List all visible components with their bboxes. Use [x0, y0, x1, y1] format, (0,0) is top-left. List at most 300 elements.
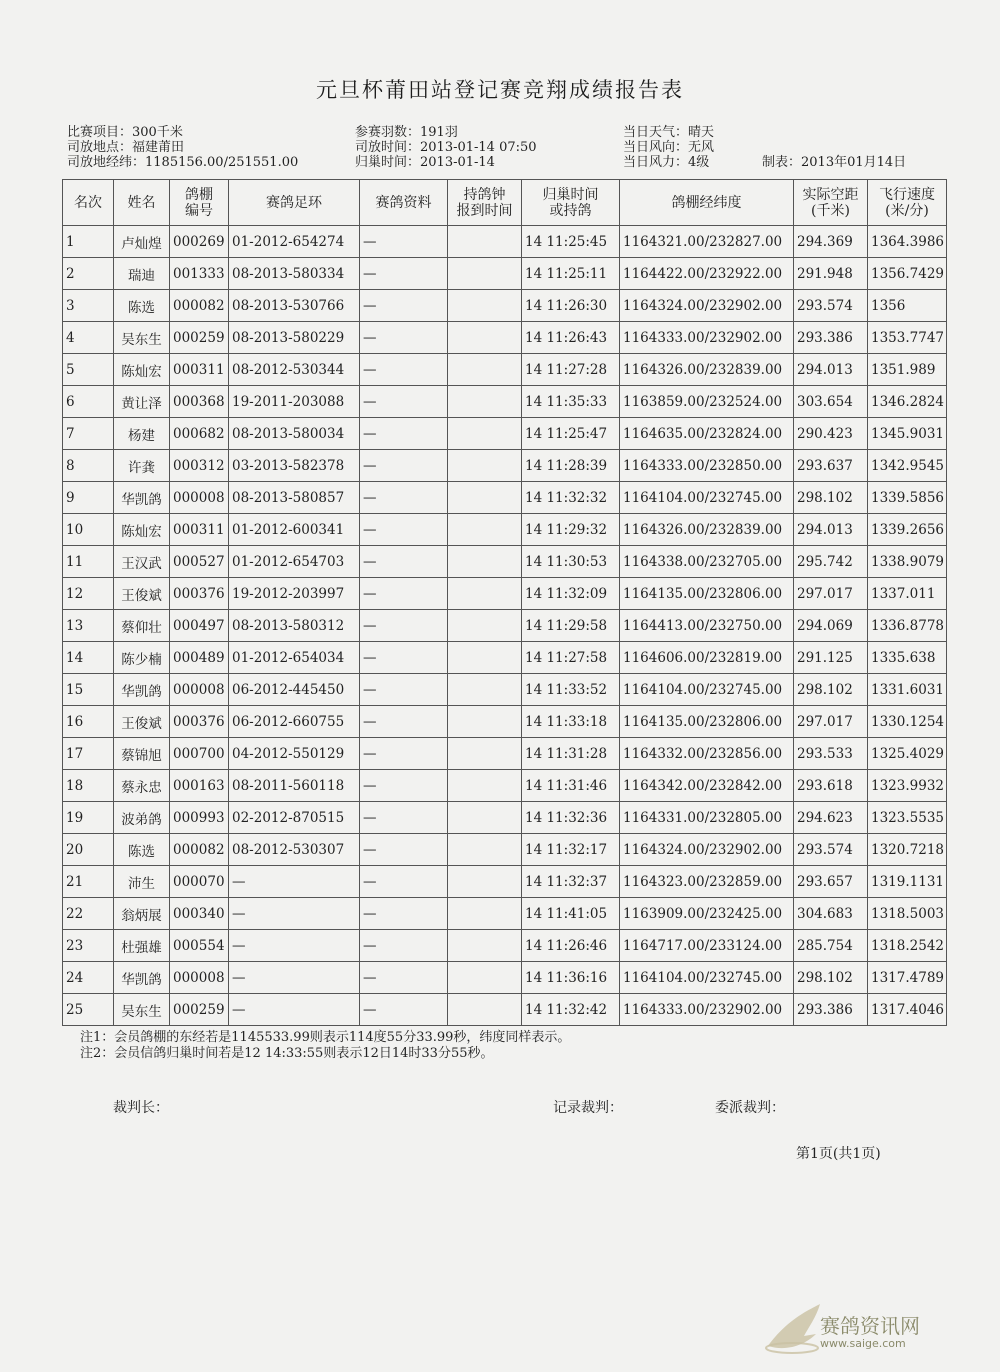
cell-name: 陈少楠 — [114, 642, 170, 674]
cell-ring: — — [229, 866, 360, 898]
cell-name: 翁炳展 — [114, 898, 170, 930]
table-row — [63, 450, 947, 482]
cell-ring: 01-2012-654034 — [229, 642, 360, 674]
cell-name: 杜强雄 — [114, 930, 170, 962]
table-row — [63, 290, 947, 322]
cell-rank: 4 — [63, 322, 114, 354]
cell-rank: 5 — [63, 354, 114, 386]
cell-return-time: 14 11:30:53 — [522, 546, 620, 578]
cell-name: 黄让泽 — [114, 386, 170, 418]
table-row — [63, 642, 947, 674]
cell-rank: 16 — [63, 706, 114, 738]
cell-return-time: 14 11:32:17 — [522, 834, 620, 866]
cell-distance: 293.386 — [794, 322, 868, 354]
cell-rank: 15 — [63, 674, 114, 706]
cell-name: 陈灿宏 — [114, 354, 170, 386]
cell-distance: 298.102 — [794, 674, 868, 706]
cell-rank: 21 — [63, 866, 114, 898]
cell-coordinates: 1164338.00/232705.00 — [620, 546, 794, 578]
cell-clock-time — [448, 226, 522, 258]
cell-info: — — [360, 418, 448, 450]
table-row — [63, 386, 947, 418]
cell-return-time: 14 11:36:16 — [522, 962, 620, 994]
cell-ring: 06-2012-445450 — [229, 674, 360, 706]
table-row — [63, 706, 947, 738]
cell-name: 陈选 — [114, 290, 170, 322]
cell-rank: 3 — [63, 290, 114, 322]
cell-clock-time — [448, 610, 522, 642]
cell-rank: 8 — [63, 450, 114, 482]
cell-ring: 19-2012-203997 — [229, 578, 360, 610]
cell-speed: 1338.9079 — [868, 546, 947, 578]
cell-ring: — — [229, 962, 360, 994]
cell-info: — — [360, 962, 448, 994]
table-row — [63, 546, 947, 578]
cell-return-time: 14 11:25:11 — [522, 258, 620, 290]
cell-clock-time — [448, 834, 522, 866]
cell-ring: 01-2012-654703 — [229, 546, 360, 578]
cell-coordinates: 1164333.00/232902.00 — [620, 322, 794, 354]
cell-coordinates: 1164323.00/232859.00 — [620, 866, 794, 898]
cell-speed: 1323.5535 — [868, 802, 947, 834]
cell-distance: 285.754 — [794, 930, 868, 962]
cell-loft-id: 000993 — [170, 802, 229, 834]
cell-rank: 2 — [63, 258, 114, 290]
cell-loft-id: 000376 — [170, 706, 229, 738]
race-distance: 比赛项目：300千米 — [67, 125, 183, 140]
cell-return-time: 14 11:32:36 — [522, 802, 620, 834]
cell-clock-time — [448, 354, 522, 386]
cell-info: — — [360, 866, 448, 898]
table-row — [63, 930, 947, 962]
cell-speed: 1339.5856 — [868, 482, 947, 514]
cell-speed: 1342.9545 — [868, 450, 947, 482]
cell-info: — — [360, 578, 448, 610]
cell-distance: 294.069 — [794, 610, 868, 642]
table-row — [63, 866, 947, 898]
cell-rank: 24 — [63, 962, 114, 994]
cell-coordinates: 1164135.00/232806.00 — [620, 706, 794, 738]
cell-name: 许龚 — [114, 450, 170, 482]
header-distance: 实际空距 (千米) — [794, 180, 868, 226]
release-coordinates: 司放地经纬：1185156.00/251551.00 — [67, 155, 299, 170]
cell-coordinates: 1164717.00/233124.00 — [620, 930, 794, 962]
header-clock-time: 持鸽钟 报到时间 — [448, 180, 522, 226]
cell-ring: 06-2012-660755 — [229, 706, 360, 738]
cell-rank: 20 — [63, 834, 114, 866]
cell-loft-id: 000554 — [170, 930, 229, 962]
header-coordinates: 鸽棚经纬度 — [620, 180, 794, 226]
cell-name: 王俊斌 — [114, 706, 170, 738]
cell-distance: 294.013 — [794, 514, 868, 546]
cell-speed: 1336.8778 — [868, 610, 947, 642]
cell-clock-time — [448, 802, 522, 834]
cell-info: — — [360, 642, 448, 674]
cell-ring: 08-2012-530344 — [229, 354, 360, 386]
cell-name: 华凯鸽 — [114, 482, 170, 514]
cell-info: — — [360, 738, 448, 770]
table-row — [63, 738, 947, 770]
cell-info: — — [360, 706, 448, 738]
cell-clock-time — [448, 706, 522, 738]
cell-name: 卢灿煌 — [114, 226, 170, 258]
cell-ring: — — [229, 930, 360, 962]
header-ring: 赛鸽足环 — [229, 180, 360, 226]
cell-coordinates: 1164606.00/232819.00 — [620, 642, 794, 674]
cell-return-time: 14 11:25:45 — [522, 226, 620, 258]
cell-return-time: 14 11:31:28 — [522, 738, 620, 770]
cell-coordinates: 1164333.00/232850.00 — [620, 450, 794, 482]
cell-info: — — [360, 930, 448, 962]
cell-coordinates: 1164104.00/232745.00 — [620, 962, 794, 994]
cell-loft-id: 000008 — [170, 962, 229, 994]
cell-ring: — — [229, 898, 360, 930]
weather: 当日天气：晴天 — [623, 125, 715, 140]
cell-info: — — [360, 322, 448, 354]
cell-coordinates: 1164135.00/232806.00 — [620, 578, 794, 610]
cell-loft-id: 000311 — [170, 514, 229, 546]
cell-info: — — [360, 290, 448, 322]
cell-distance: 293.574 — [794, 290, 868, 322]
cell-loft-id: 000489 — [170, 642, 229, 674]
chief-judge-label: 裁判长： — [113, 1100, 169, 1116]
cell-info: — — [360, 386, 448, 418]
cell-speed: 1317.4046 — [868, 994, 947, 1026]
table-row — [63, 834, 947, 866]
cell-rank: 6 — [63, 386, 114, 418]
cell-ring: 08-2013-580229 — [229, 322, 360, 354]
cell-speed: 1325.4029 — [868, 738, 947, 770]
cell-loft-id: 000311 — [170, 354, 229, 386]
cell-clock-time — [448, 418, 522, 450]
cell-rank: 12 — [63, 578, 114, 610]
cell-clock-time — [448, 290, 522, 322]
cell-loft-id: 000497 — [170, 610, 229, 642]
cell-info: — — [360, 802, 448, 834]
cell-return-time: 14 11:29:32 — [522, 514, 620, 546]
table-row — [63, 258, 947, 290]
cell-name: 吴东生 — [114, 322, 170, 354]
cell-clock-time — [448, 546, 522, 578]
cell-distance: 304.683 — [794, 898, 868, 930]
cell-speed: 1320.7218 — [868, 834, 947, 866]
cell-speed: 1345.9031 — [868, 418, 947, 450]
cell-speed: 1318.5003 — [868, 898, 947, 930]
cell-name: 蔡锦旭 — [114, 738, 170, 770]
cell-name: 王俊斌 — [114, 578, 170, 610]
cell-ring: 08-2013-580312 — [229, 610, 360, 642]
cell-speed: 1318.2542 — [868, 930, 947, 962]
cell-info: — — [360, 514, 448, 546]
cell-return-time: 14 11:26:30 — [522, 290, 620, 322]
cell-name: 吴东生 — [114, 994, 170, 1026]
cell-info: — — [360, 450, 448, 482]
table-row — [63, 898, 947, 930]
header-loft-id: 鸽棚 编号 — [170, 180, 229, 226]
cell-info: — — [360, 770, 448, 802]
cell-rank: 22 — [63, 898, 114, 930]
cell-name: 陈灿宏 — [114, 514, 170, 546]
cell-loft-id: 000269 — [170, 226, 229, 258]
cell-coordinates: 1164324.00/232902.00 — [620, 834, 794, 866]
cell-rank: 7 — [63, 418, 114, 450]
cell-info: — — [360, 834, 448, 866]
cell-ring: 08-2011-560118 — [229, 770, 360, 802]
cell-clock-time — [448, 514, 522, 546]
cell-rank: 23 — [63, 930, 114, 962]
cell-distance: 291.125 — [794, 642, 868, 674]
info-column-2 — [355, 125, 537, 170]
return-time: 归巢时间：2013-01-14 — [355, 155, 495, 170]
cell-distance: 293.618 — [794, 770, 868, 802]
page-number: 第1页(共1页) — [796, 1146, 881, 1162]
cell-clock-time — [448, 770, 522, 802]
cell-clock-time — [448, 738, 522, 770]
note-1: 注1：会员鸽棚的东经若是1145533.99则表示114度55分33.99秒，纬度同样表示。 — [80, 1030, 571, 1045]
cell-name: 瑞迪 — [114, 258, 170, 290]
table-row — [63, 962, 947, 994]
cell-coordinates: 1163859.00/232524.00 — [620, 386, 794, 418]
cell-clock-time — [448, 642, 522, 674]
cell-name: 波弟鸽 — [114, 802, 170, 834]
cell-rank: 17 — [63, 738, 114, 770]
cell-ring: 08-2013-580334 — [229, 258, 360, 290]
cell-return-time: 14 11:33:52 — [522, 674, 620, 706]
cell-rank: 10 — [63, 514, 114, 546]
cell-speed: 1330.1254 — [868, 706, 947, 738]
cell-speed: 1356.7429 — [868, 258, 947, 290]
cell-clock-time — [448, 450, 522, 482]
cell-rank: 25 — [63, 994, 114, 1026]
cell-loft-id: 000312 — [170, 450, 229, 482]
cell-loft-id: 000082 — [170, 290, 229, 322]
cell-info: — — [360, 610, 448, 642]
delegate-judge-label: 委派裁判： — [715, 1100, 785, 1116]
cell-coordinates: 1163909.00/232425.00 — [620, 898, 794, 930]
cell-coordinates: 1164326.00/232839.00 — [620, 354, 794, 386]
release-location: 司放地点：福建莆田 — [67, 140, 185, 155]
table-row — [63, 994, 947, 1026]
cell-name: 华凯鸽 — [114, 962, 170, 994]
header-name: 姓名 — [114, 180, 170, 226]
cell-loft-id: 001333 — [170, 258, 229, 290]
cell-rank: 18 — [63, 770, 114, 802]
cell-name: 王汉武 — [114, 546, 170, 578]
cell-clock-time — [448, 898, 522, 930]
cell-name: 沛生 — [114, 866, 170, 898]
cell-info: — — [360, 482, 448, 514]
cell-loft-id: 000527 — [170, 546, 229, 578]
cell-loft-id: 000070 — [170, 866, 229, 898]
report-title: 元旦杯莆田站登记赛竞翔成绩报告表 — [316, 78, 684, 102]
release-time: 司放时间：2013-01-14 07:50 — [355, 140, 537, 155]
cell-ring: 04-2012-550129 — [229, 738, 360, 770]
cell-loft-id: 000008 — [170, 674, 229, 706]
cell-name: 华凯鸽 — [114, 674, 170, 706]
cell-loft-id: 000082 — [170, 834, 229, 866]
cell-return-time: 14 11:32:32 — [522, 482, 620, 514]
header-speed: 飞行速度 (米/分) — [868, 180, 947, 226]
cell-info: — — [360, 226, 448, 258]
cell-rank: 13 — [63, 610, 114, 642]
cell-info: — — [360, 546, 448, 578]
cell-return-time: 14 11:32:09 — [522, 578, 620, 610]
cell-info: — — [360, 258, 448, 290]
cell-return-time: 14 11:33:18 — [522, 706, 620, 738]
table-row — [63, 354, 947, 386]
table-row — [63, 802, 947, 834]
cell-return-time: 14 11:26:43 — [522, 322, 620, 354]
cell-loft-id: 000682 — [170, 418, 229, 450]
cell-clock-time — [448, 994, 522, 1026]
cell-loft-id: 000340 — [170, 898, 229, 930]
watermark-name: 赛鸽资讯网 — [820, 1314, 920, 1338]
table-row — [63, 514, 947, 546]
cell-speed: 1356 — [868, 290, 947, 322]
cell-ring: 08-2013-580034 — [229, 418, 360, 450]
cell-info: — — [360, 674, 448, 706]
header-return-time: 归巢时间 或持鸽 — [522, 180, 620, 226]
cell-coordinates: 1164422.00/232922.00 — [620, 258, 794, 290]
cell-distance: 297.017 — [794, 578, 868, 610]
cell-name: 杨建 — [114, 418, 170, 450]
cell-return-time: 14 11:32:37 — [522, 866, 620, 898]
cell-name: 蔡永忠 — [114, 770, 170, 802]
cell-coordinates: 1164413.00/232750.00 — [620, 610, 794, 642]
cell-return-time: 14 11:25:47 — [522, 418, 620, 450]
cell-rank: 9 — [63, 482, 114, 514]
cell-ring: 08-2013-530766 — [229, 290, 360, 322]
cell-distance: 294.013 — [794, 354, 868, 386]
cell-distance: 295.742 — [794, 546, 868, 578]
cell-coordinates: 1164321.00/232827.00 — [620, 226, 794, 258]
info-column-1 — [67, 125, 298, 170]
table-row — [63, 770, 947, 802]
cell-distance: 294.623 — [794, 802, 868, 834]
cell-return-time: 14 11:41:05 — [522, 898, 620, 930]
cell-clock-time — [448, 386, 522, 418]
watermark-url: www.saige.com — [820, 1337, 906, 1350]
cell-speed: 1317.4789 — [868, 962, 947, 994]
cell-distance: 293.657 — [794, 866, 868, 898]
cell-coordinates: 1164342.00/232842.00 — [620, 770, 794, 802]
table-header-row — [63, 180, 947, 226]
entries-count: 参赛羽数：191羽 — [355, 125, 458, 140]
cell-speed: 1346.2824 — [868, 386, 947, 418]
made-date: 制表：2013年01月14日 — [762, 155, 907, 170]
cell-coordinates: 1164324.00/232902.00 — [620, 290, 794, 322]
cell-clock-time — [448, 962, 522, 994]
table-row — [63, 226, 947, 258]
table-row — [63, 482, 947, 514]
cell-clock-time — [448, 930, 522, 962]
cell-return-time: 14 11:28:39 — [522, 450, 620, 482]
cell-info: — — [360, 898, 448, 930]
cell-return-time: 14 11:27:58 — [522, 642, 620, 674]
cell-rank: 19 — [63, 802, 114, 834]
cell-ring: 01-2012-600341 — [229, 514, 360, 546]
cell-clock-time — [448, 578, 522, 610]
cell-return-time: 14 11:29:58 — [522, 610, 620, 642]
cell-distance: 293.533 — [794, 738, 868, 770]
cell-ring: — — [229, 994, 360, 1026]
cell-distance: 291.948 — [794, 258, 868, 290]
table-row — [63, 674, 947, 706]
cell-ring: 08-2013-580857 — [229, 482, 360, 514]
table-row — [63, 610, 947, 642]
table-row — [63, 578, 947, 610]
cell-speed: 1337.011 — [868, 578, 947, 610]
cell-speed: 1353.7747 — [868, 322, 947, 354]
cell-ring: 08-2012-530307 — [229, 834, 360, 866]
cell-rank: 11 — [63, 546, 114, 578]
header-rank: 名次 — [63, 180, 114, 226]
cell-speed: 1331.6031 — [868, 674, 947, 706]
cell-info: — — [360, 994, 448, 1026]
cell-distance: 303.654 — [794, 386, 868, 418]
cell-distance: 297.017 — [794, 706, 868, 738]
cell-speed: 1335.638 — [868, 642, 947, 674]
cell-loft-id: 000259 — [170, 994, 229, 1026]
cell-info: — — [360, 354, 448, 386]
cell-loft-id: 000008 — [170, 482, 229, 514]
cell-clock-time — [448, 866, 522, 898]
cell-speed: 1364.3986 — [868, 226, 947, 258]
cell-distance: 290.423 — [794, 418, 868, 450]
cell-loft-id: 000700 — [170, 738, 229, 770]
cell-ring: 02-2012-870515 — [229, 802, 360, 834]
cell-distance: 293.574 — [794, 834, 868, 866]
cell-loft-id: 000376 — [170, 578, 229, 610]
cell-distance: 293.386 — [794, 994, 868, 1026]
cell-rank: 1 — [63, 226, 114, 258]
cell-name: 陈选 — [114, 834, 170, 866]
cell-return-time: 14 11:26:46 — [522, 930, 620, 962]
cell-coordinates: 1164104.00/232745.00 — [620, 482, 794, 514]
cell-clock-time — [448, 258, 522, 290]
cell-distance: 298.102 — [794, 482, 868, 514]
cell-return-time: 14 11:32:42 — [522, 994, 620, 1026]
cell-distance: 298.102 — [794, 962, 868, 994]
cell-ring: 19-2011-203088 — [229, 386, 360, 418]
cell-distance: 293.637 — [794, 450, 868, 482]
recorder-judge-label: 记录裁判： — [553, 1100, 623, 1116]
cell-name: 蔡仰壮 — [114, 610, 170, 642]
cell-clock-time — [448, 482, 522, 514]
cell-return-time: 14 11:27:28 — [522, 354, 620, 386]
cell-coordinates: 1164104.00/232745.00 — [620, 674, 794, 706]
cell-coordinates: 1164332.00/232856.00 — [620, 738, 794, 770]
cell-ring: 01-2012-654274 — [229, 226, 360, 258]
cell-coordinates: 1164331.00/232805.00 — [620, 802, 794, 834]
results-table — [62, 179, 947, 1026]
cell-coordinates: 1164326.00/232839.00 — [620, 514, 794, 546]
cell-speed: 1339.2656 — [868, 514, 947, 546]
cell-rank: 14 — [63, 642, 114, 674]
note-2: 注2：会员信鸽归巢时间若是12 14:33:55则表示12日14时33分55秒。 — [80, 1046, 494, 1061]
table-row — [63, 418, 947, 450]
cell-loft-id: 000368 — [170, 386, 229, 418]
cell-loft-id: 000163 — [170, 770, 229, 802]
notes — [80, 1030, 570, 1062]
cell-ring: 03-2013-582378 — [229, 450, 360, 482]
cell-coordinates: 1164333.00/232902.00 — [620, 994, 794, 1026]
cell-clock-time — [448, 674, 522, 706]
info-column-3 — [623, 125, 714, 170]
wind-force: 当日风力：4级 — [623, 155, 710, 170]
table-row — [63, 322, 947, 354]
cell-loft-id: 000259 — [170, 322, 229, 354]
